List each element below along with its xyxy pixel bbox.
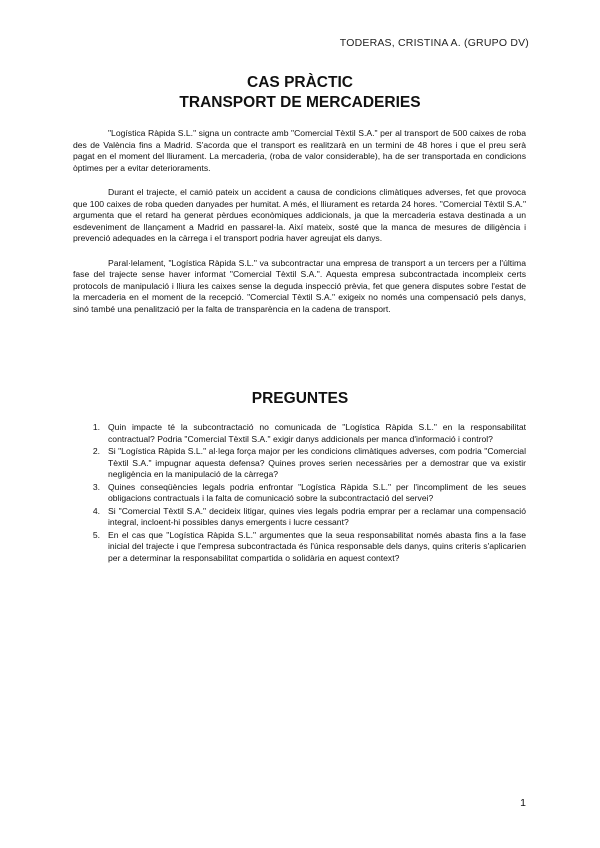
questions-list xyxy=(92,422,526,565)
question-item xyxy=(92,505,526,529)
paragraph: "Logística Ràpida S.L." signa un contracte amb "Comercial Tèxtil S.A." per al transport de 500 caixes de roba des de València fins a Madrid. S'acorda que el transport es realitzarà en un termini de 48 hores i que el preu serà pagat en el moment del lliurament. La mercaderia, (roba de valor considerable), ha de ser transportada en condicions òptimes per a evitar deterioraments. xyxy=(73,128,526,173)
case-body xyxy=(73,128,526,328)
title-line-1: CAS PRÀCTIC xyxy=(247,74,353,91)
question-number: 3. xyxy=(92,481,100,492)
question-item xyxy=(92,481,526,505)
question-item xyxy=(92,422,526,445)
question-text: Quines conseqüències legals podria enfrontar "Logística Ràpida S.L." per l'incompliment de les seues obligacions contractuals i la falta de comunicació sobre la subcontractació del servei? xyxy=(108,481,526,503)
paragraph: Durant el trajecte, el camió pateix un accident a causa de condicions climàtiques adverses, fet que provoca que 100 caixes de roba queden danyades per humitat. A més, el lliurament es retarda 24 hores. "Comercial Tèxtil S.A." argumenta que el retard ha generat pèrdues econòmiques addicionals, ja que la mercaderia estava destinada a un esdeveniment de llançament a Madrid en passarel·la. Així mateix, sosté que la manca de mesures de diligència i prevenció adequades en la càrrega i el transport podria haver agreujat els danys. xyxy=(73,187,526,243)
question-text: En el cas que "Logística Ràpida S.L." argumentes que la seua responsabilitat només abasta fins a la fase inicial del trajecte i que l'empresa subcontractada és l'única responsable dels danys, quins criteris s'aplicarien per a determinar la responsabilitat compartida o solidària en aquest context? xyxy=(108,529,526,563)
title-line-2: TRANSPORT DE MERCADERIES xyxy=(179,94,421,111)
question-number: 2. xyxy=(92,446,100,456)
document-title xyxy=(0,73,600,113)
question-item xyxy=(92,446,526,481)
question-number: 4. xyxy=(92,505,100,516)
page-number: 1 xyxy=(520,797,526,809)
question-text: Si "Comercial Tèxtil S.A." decideix litigar, quines vies legals podria emprar per a reclamar una compensació integral, incloent-hi possibles danys emergents i lucre cessant? xyxy=(108,505,526,527)
questions-heading: PREGUNTES xyxy=(251,390,349,407)
question-number: 1. xyxy=(92,422,100,432)
question-item xyxy=(92,529,526,565)
paragraph: Paral·lelament, "Logística Ràpida S.L." va subcontractar una empresa de transport a un tercers per a l'última fase del trajecte sense haver informat "Comercial Tèxtil S.A.". Aquesta empresa subcontractada incompleix certs protocols de manipulació i lliura les caixes sense la deguda inspecció prèvia, fet que genera disputes sobre l'estat de la mercaderia en el moment de la recepció. "Comercial Tèxtil S.A." exigeix no només una compensació pels danys, sinó també una penalització per la falta de transparència en la cadena de transport. xyxy=(73,257,526,314)
question-text: Si "Logística Ràpida S.L." al·lega força major per les condicions climàtiques adverses, com podria "Comercial Tèxtil S.A." impugnar aquesta defensa? Quines proves serien necessàries per a demostrar que va existir negligència en la manipulació de la càrrega? xyxy=(108,446,526,479)
question-text: Quin impacte té la subcontractació no comunicada de "Logística Ràpida S.L." en la responsabilitat contractual? Podria "Comercial Tèxtil S.A." exigir danys addicionals per manca d'informació i control? xyxy=(108,422,526,444)
document-header: TODERAS, CRISTINA A. (GRUPO DV) xyxy=(339,37,529,49)
question-number: 5. xyxy=(92,529,100,540)
